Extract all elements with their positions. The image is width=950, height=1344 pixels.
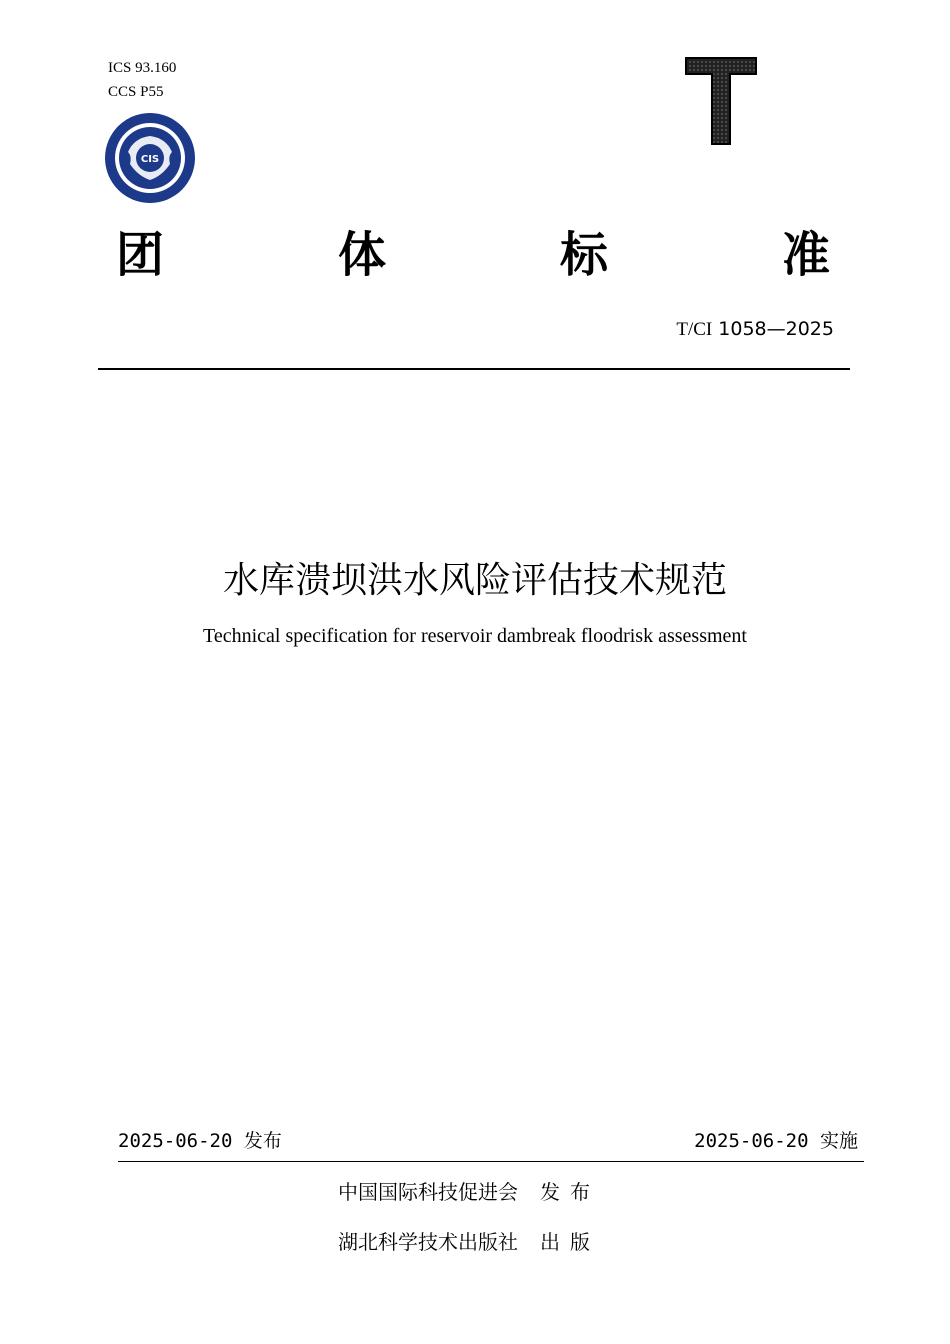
title-english: Technical specification for reservoir dambreak floodrisk assessment xyxy=(203,625,747,647)
ics-code: ICS 93.160 xyxy=(108,60,177,76)
printer-role: 出版 xyxy=(540,1230,600,1254)
publish-date: 2025-06-20 发布 xyxy=(118,1130,282,1152)
standard-number xyxy=(676,318,834,341)
category-char-1: 团 xyxy=(116,227,165,283)
standard-type-t-icon xyxy=(684,56,758,146)
publisher-line xyxy=(338,1176,600,1205)
standard-number-prefix: T/CI xyxy=(676,319,713,340)
category-char-4: 准 xyxy=(782,227,831,283)
printer-name: 湖北科学技术出版社 xyxy=(338,1230,518,1254)
top-divider xyxy=(98,368,850,370)
title-chinese: 水库溃坝洪水风险评估技术规范 xyxy=(222,560,727,601)
implement-date: 2025-06-20 实施 xyxy=(694,1130,858,1152)
standard-number-value: 1058—2025 xyxy=(718,318,834,340)
publisher-role: 发布 xyxy=(540,1180,600,1204)
logo-text: CIS xyxy=(140,154,160,165)
classification-codes xyxy=(108,56,176,104)
publisher-name: 中国国际科技促进会 xyxy=(338,1180,518,1204)
bottom-divider xyxy=(118,1161,864,1162)
category-char-2: 体 xyxy=(338,227,387,283)
printer-line xyxy=(338,1226,600,1255)
organization-logo-icon xyxy=(104,112,196,204)
ccs-code: CCS P55 xyxy=(108,84,164,100)
category-char-3: 标 xyxy=(560,227,609,283)
